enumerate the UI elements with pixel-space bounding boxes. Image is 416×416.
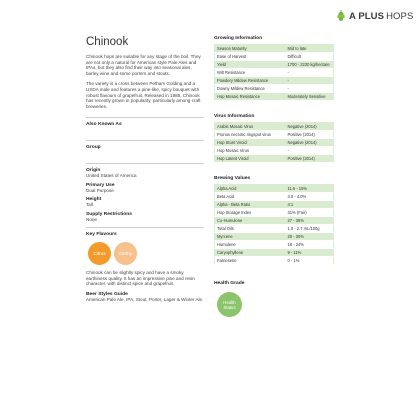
also-known-as-label: Also Known As (86, 122, 122, 128)
table-row (215, 217, 334, 225)
table-cell-key: Hop Latent Viroid (215, 155, 286, 163)
table-cell-key: Season Maturity (215, 45, 286, 53)
table-row (215, 185, 334, 193)
table-cell-value: 3.0 - 4.0% (286, 193, 334, 201)
flavour-description: Chinook can be slightly spicy and have a smoky earthiness quality. It has an impressive pine and resin character, with distinct spice and grapefruit. (86, 269, 195, 287)
primary-use-label: Primary Use (86, 182, 115, 188)
table-row (215, 69, 334, 77)
virus-information-title: Virus Information (214, 114, 255, 119)
height-label: Height (86, 197, 102, 203)
virus-information-section (214, 114, 334, 163)
table-row (215, 85, 334, 93)
primary-use-section (86, 183, 204, 193)
table-row (215, 209, 334, 217)
table-cell-key: Ease of Harvest (215, 53, 286, 61)
table-cell-key: Yield (215, 61, 286, 69)
divider (86, 227, 204, 228)
growing-information-title: Growing Information (214, 36, 263, 41)
table-cell-key: Humulene (215, 241, 286, 249)
table-cell-value: Moderately Sensitive (286, 93, 334, 101)
table-row (215, 53, 334, 61)
flavour-circle-citrus: Citrus (88, 242, 111, 265)
table-row (215, 139, 334, 147)
table-cell-key: Co-Humulone (215, 217, 286, 225)
table-cell-key: Myrcene (215, 233, 286, 241)
table-row (215, 241, 334, 249)
table-row (215, 201, 334, 209)
table-row (215, 225, 334, 233)
table-cell-key: Powdery Mildew Resistance (215, 77, 286, 85)
table-cell-key: Beta Acid (215, 193, 286, 201)
flavour-circle-earthy: Earthy (114, 242, 137, 265)
table-cell-key: Hop Storage Index (215, 209, 286, 217)
table-row (215, 131, 334, 139)
table-row (215, 233, 334, 241)
table-row (215, 147, 334, 155)
table-cell-value: - (286, 147, 334, 155)
table-row (215, 77, 334, 85)
table-cell-key: Total Oils (215, 225, 286, 233)
divider (86, 140, 204, 141)
table-cell-value: 1.0 - 2.7 mL/100g (286, 225, 334, 233)
table-cell-value: 4:1 (286, 201, 334, 209)
table-cell-value: 31% (Fair) (286, 209, 334, 217)
health-status-line-2: Status (223, 304, 236, 310)
table-cell-key: Alpha Acid (215, 185, 286, 193)
table-cell-value: 9 - 11% (286, 249, 334, 257)
table-cell-value: 18 - 24% (286, 241, 334, 249)
health-status-badge (217, 292, 242, 317)
table-row (215, 45, 334, 53)
brewing-values-table (214, 184, 334, 265)
primary-use-value: Dual Purpose (86, 187, 114, 193)
beer-styles-value: American Pale Ale, IPA, Stout, Porter, Lager & Winter Ale. (86, 296, 204, 302)
table-cell-key: Alpha - Beta Ratio (215, 201, 286, 209)
table-cell-key: Arabis Mosaic Virus (215, 123, 286, 131)
table-cell-value: 11.5 - 15% (286, 185, 334, 193)
table-row (215, 193, 334, 201)
key-flavours-label: Key Flavours (86, 231, 117, 237)
table-cell-value: 0 - 1% (286, 257, 334, 265)
beer-styles-section (86, 292, 204, 302)
table-cell-key: Hop Stunt Viroid (215, 139, 286, 147)
health-grade-section (214, 281, 334, 317)
table-cell-key: Hop Mosaic Virus (215, 147, 286, 155)
growing-information-table (214, 44, 334, 101)
health-grade-title: Health Grade (214, 281, 245, 286)
table-row (215, 61, 334, 69)
description-paragraph-1: Chinook hops are suitable for any stage of the boil. They are not only a natural for American style Pale Ales and IPAs, but they also find their way into seasonal ales, barley wine and some porters and stouts. (86, 54, 201, 76)
table-cell-value: - (286, 85, 334, 93)
origin-label: Origin (86, 168, 101, 174)
table-cell-value: Negative (2014) (286, 123, 334, 131)
description-paragraph-2: The variety is a cross between Petham Golding and a USDA male and features a pine-like, spicy bouquet with robust flavours of grapefruit. Released in 1985, Chinook has recently grown in popularity, particularly among craft breweries. (86, 81, 201, 109)
origin-section (86, 168, 204, 178)
supply-restrictions-label: Supply Restrictions (86, 211, 132, 217)
table-row (215, 123, 334, 131)
brewing-values-section (214, 176, 334, 265)
height-value: Tall (86, 202, 93, 208)
table-cell-value: 20 - 30% (286, 233, 334, 241)
beer-styles-label: Beer Styles Guide (86, 291, 128, 297)
also-known-as-section (86, 122, 204, 132)
brewing-values-title: Brewing Values (214, 176, 251, 181)
growing-information-section (214, 36, 334, 101)
supply-restrictions-value: None (86, 216, 97, 222)
table-row (215, 93, 334, 101)
key-flavours-section (86, 232, 204, 287)
table-cell-key: Caryophyllene (215, 249, 286, 257)
divider (86, 117, 204, 118)
table-cell-value: 27 - 35% (286, 217, 334, 225)
logo-suffix-text: HOPS (386, 10, 414, 22)
logo-brand-text: A PLUS (349, 10, 385, 22)
virus-information-table (214, 122, 334, 163)
hop-details-column (86, 36, 204, 302)
height-section (86, 197, 204, 207)
table-row (215, 155, 334, 163)
table-cell-value: 1700 - 2230 kg/hectare (286, 61, 334, 69)
table-cell-key: Downy Mildew Resistance (215, 85, 286, 93)
table-cell-value: Negative (2014) (286, 139, 334, 147)
table-row (215, 249, 334, 257)
hop-cone-icon (336, 10, 346, 22)
table-cell-key: Hop Mosaic Resistance (215, 93, 286, 101)
supply-section (86, 212, 204, 222)
page-title: Chinook (86, 36, 129, 48)
table-cell-key: Wilt Resistance (215, 69, 286, 77)
group-section (86, 145, 204, 155)
flavour-circles (88, 242, 204, 265)
table-cell-value: - (286, 69, 334, 77)
table-row (215, 257, 334, 265)
group-label: Group (86, 145, 101, 151)
table-cell-value: Positive (2014) (286, 131, 334, 139)
origin-value: United States of America (86, 173, 137, 179)
hop-data-column (214, 36, 334, 317)
table-cell-key: Prunus necrotic ringspot virus (215, 131, 286, 139)
table-cell-value: Positive (2014) (286, 155, 334, 163)
table-cell-value: Difficult (286, 53, 334, 61)
health-status-line-1: Health (223, 299, 236, 305)
table-cell-value: Mid to late (286, 45, 334, 53)
divider (86, 163, 204, 164)
table-cell-value: - (286, 77, 334, 85)
table-cell-key: Farnesene (215, 257, 286, 265)
brand-logo (336, 10, 413, 22)
